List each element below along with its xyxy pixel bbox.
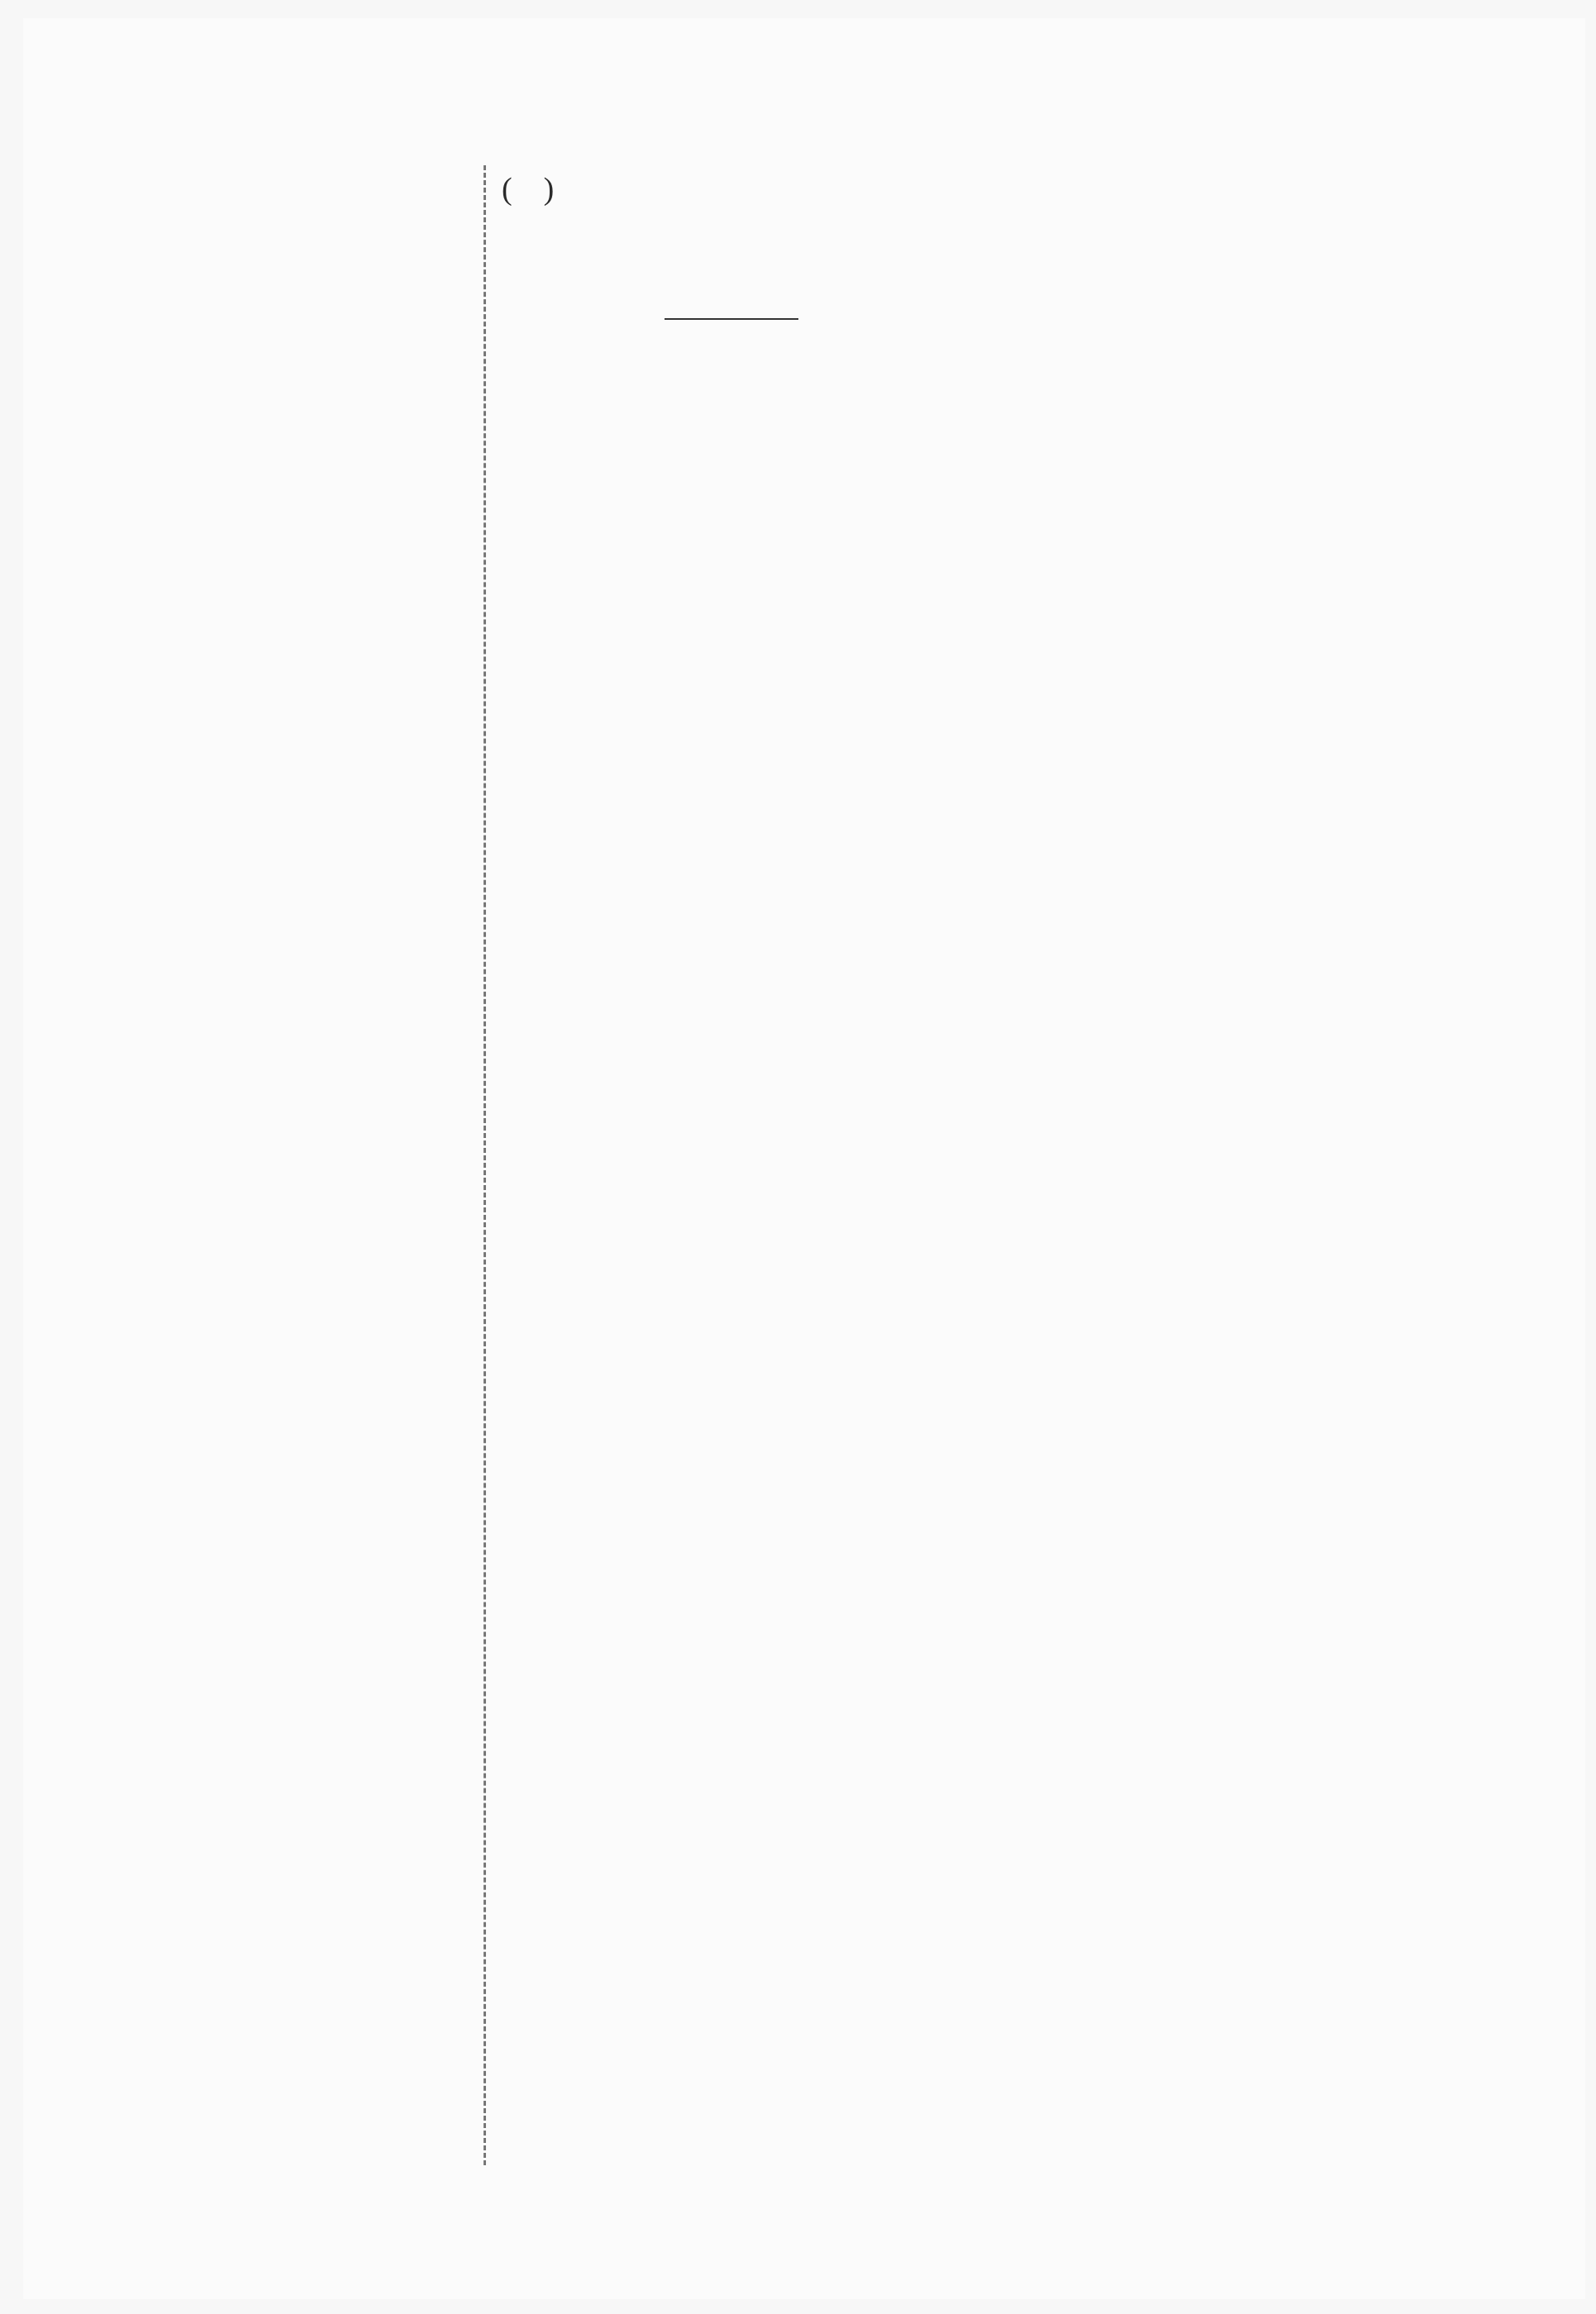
question-10-line1: ( ): [502, 172, 555, 207]
page: [23, 18, 1585, 2299]
answer-blank[interactable]: [665, 285, 798, 320]
column-divider: [484, 165, 486, 2165]
question-10-line3: [665, 274, 798, 330]
